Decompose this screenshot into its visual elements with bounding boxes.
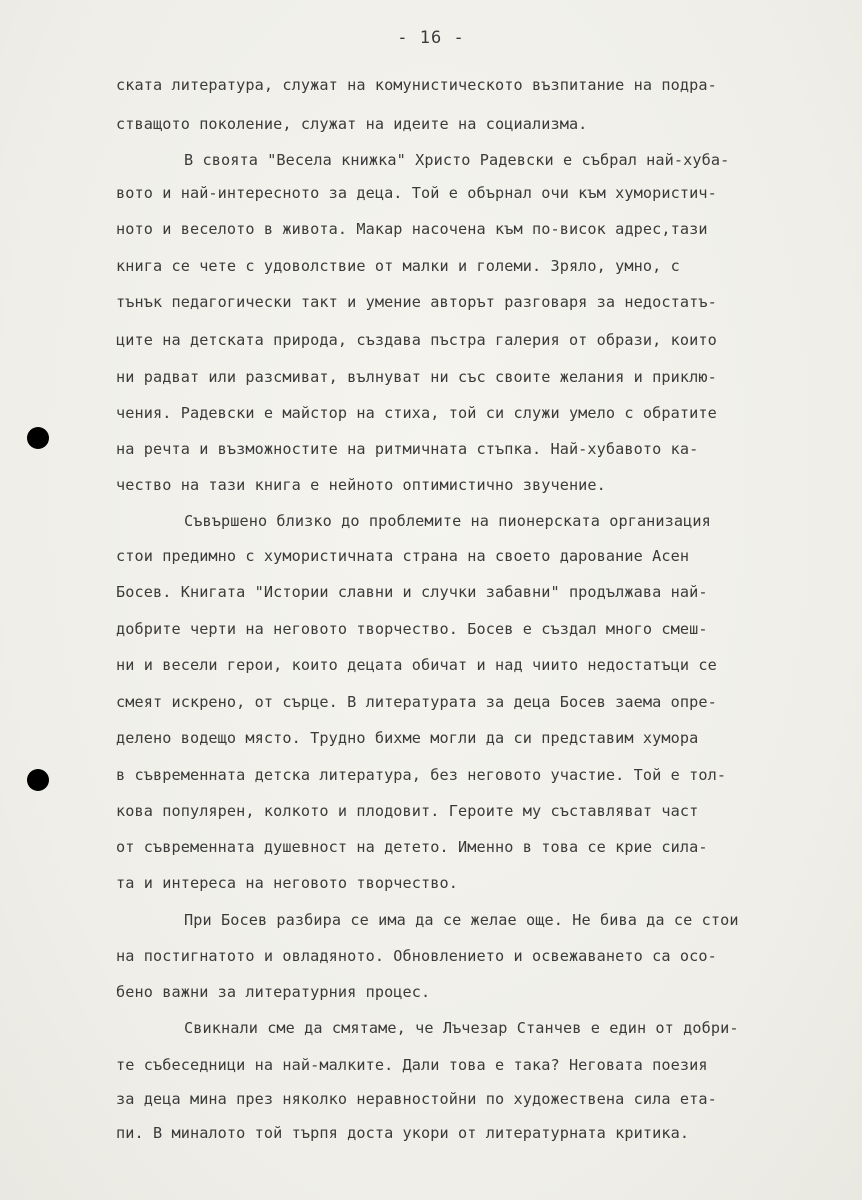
binder-hole-top [27, 427, 49, 449]
binder-hole-bottom [27, 769, 49, 791]
text-line: чения. Радевски е майстор на стиха, той си служи умело с обратите [116, 404, 717, 422]
text-line: на постигнатото и овладяното. Обновлението и освежаването са осо- [116, 947, 717, 965]
text-line: ни радват или разсмиват, вълнуват ни със своите желания и приклю- [116, 368, 717, 386]
text-line: добрите черти на неговото творчество. Босев е създал много смеш- [116, 620, 708, 638]
text-line: ното и веселото в живота. Макар насочена към по-висок адрес,тази [116, 220, 708, 238]
text-line: вото и най-интересното за деца. Той е обърнал очи към хумористич- [116, 184, 717, 202]
text-line: тънък педагогически такт и умение авторът разговаря за недостатъ- [116, 293, 717, 311]
text-line: та и интереса на неговото творчество. [116, 874, 459, 892]
text-line: те събеседници на най-малките. Дали това е така? Неговата поезия [116, 1056, 708, 1074]
text-line: Съвършено близко до проблемите на пионерската организация [184, 512, 711, 530]
text-line: При Босев разбира се има да се желае още. Не бива да се стои [184, 911, 739, 929]
page-number: - 16 - [397, 28, 465, 48]
text-line: бено важни за литературния процес. [116, 983, 431, 1001]
text-line: делено водещо място. Трудно бихме могли да си представим хумора [116, 729, 699, 747]
text-line: Свикнали сме да смятаме, че Лъчезар Станчев е един от добри- [184, 1019, 739, 1037]
text-line: пи. В миналото той търпя доста укори от литературната критика. [116, 1124, 690, 1142]
text-line: от съвременната душевност на детето. Именно в това се крие сила- [116, 838, 708, 856]
text-line: В своята "Весела книжка" Христо Радевски е събрал най-хуба- [184, 151, 730, 169]
text-line: стващото поколение, служат на идеите на социализма. [116, 115, 588, 133]
text-line: ците на детската природа, създава пъстра галерия от образи, които [116, 331, 717, 349]
text-line: в съвременната детска литература, без неговото участие. Той е тол- [116, 766, 727, 784]
text-line: книга се чете с удоволствие от малки и големи. Зряло, умно, с [116, 257, 680, 275]
text-line: чество на тази книга е нейното оптимистично звучение. [116, 476, 606, 494]
text-line: ската литература, служат на комунистическото възпитание на подра- [116, 76, 717, 94]
text-line: ни и весели герои, които децата обичат и над чиито недостатъци се [116, 656, 717, 674]
text-line: на речта и възможностите на ритмичната стъпка. Най-хубавото ка- [116, 440, 699, 458]
text-line: Босев. Книгата "Истории славни и случки забавни" продължава най- [116, 583, 708, 601]
text-line: стои предимно с хумористичната страна на своето дарование Асен [116, 547, 690, 565]
text-line: кова популярен, колкото и плодовит. Героите му съставляват част [116, 802, 699, 820]
text-line: за деца мина през няколко неравностойни по художествена сила ета- [116, 1090, 717, 1108]
text-line: смеят искрено, от сърце. В литературата за деца Босев заема опре- [116, 693, 717, 711]
